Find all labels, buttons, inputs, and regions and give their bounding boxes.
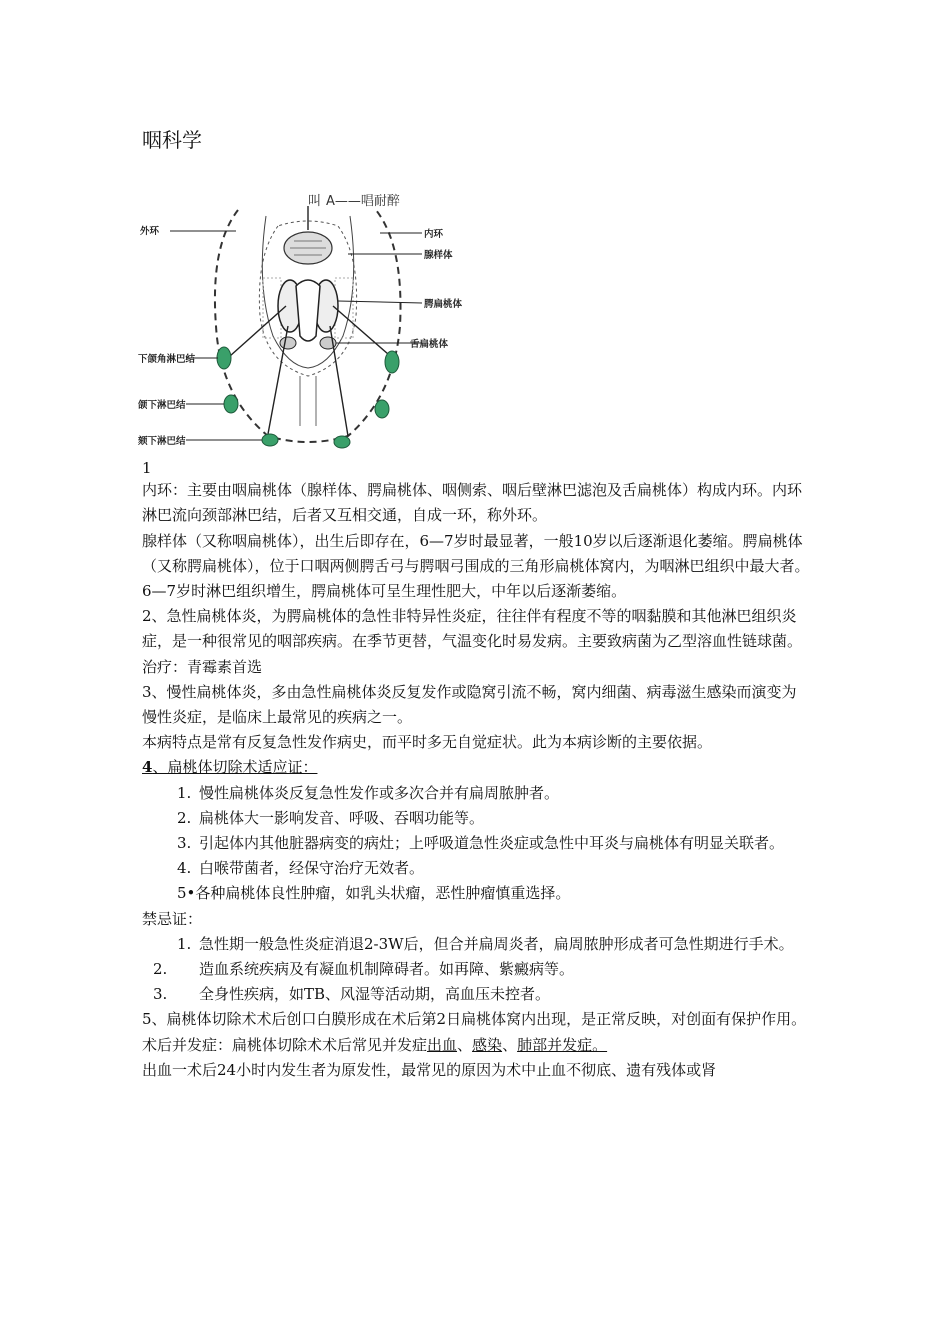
list-item-text: 慢性扁桃体炎反复急性发作或多次合并有扁周脓肿者。 [199,783,560,802]
list-item-num: 2. [177,808,192,827]
list-item [142,831,810,856]
left-submental-node [262,434,278,446]
label-angle-node: 下颌角淋巴结 [138,354,196,365]
right-submandibular-node [375,400,389,418]
list-item-text: 急性期一般急性炎症消退2-3W后，但合并扁周炎者，扁周脓肿形成者可急性期进行手术。 [199,934,794,953]
complication-lung: 肺部并发症。 [517,1035,608,1054]
label-inner-ring: 内环 [424,229,444,240]
list-item-num: 2. [153,960,168,979]
page-title: 咽科学 [142,128,202,152]
complication-infection: 感染 [472,1035,503,1054]
left-angle-node [217,347,231,369]
figure-caption: 1 [142,459,152,477]
list-item-num: 5• [177,884,196,903]
paragraph-white-membrane: 5、扁桃体切除术术后创口白膜形成在术后第2日扁桃体窝内出现，是正常反映，对创面有保护作用。 [142,1010,807,1029]
paragraph-bleeding: 出血一术后24小时内发生者为原发性，最常见的原因为术中止血不彻底、遗有残体或肾 [142,1060,717,1079]
label-submandibular-node: 颌下淋巴结 [138,400,186,411]
label-outer-ring: 外环 [140,226,160,237]
figure-top-label-a: 叫 [308,194,322,209]
complications-prefix: 术后并发症：扁桃体切除术术后常见并发症 [142,1035,428,1054]
list-item-text: 全身性疾病，如TB、风湿等活动期，高血压未控者。 [199,985,551,1004]
list-item [142,982,810,1007]
figure-top-label-b: A——唱耐醉 [326,194,400,209]
paragraph-features: 本病特点是常有反复急性发作病史，而平时多无自觉症状。此为本病诊断的主要依据。 [142,733,713,752]
list-item-text: 各种扁桃体良性肿瘤，如乳头状瘤，恶性肿瘤慎重选择。 [195,884,571,903]
label-adenoid: 腺样体 [424,250,453,261]
list-item-num: 4. [177,859,192,878]
list-item-text: 引起体内其他脏器病变的病灶；上呼吸道急性炎症或急性中耳炎与扁桃体有明显关联者。 [199,834,785,853]
paragraph-complications [142,1033,810,1058]
list-item [142,856,810,881]
paragraph-chronic-tonsillitis: 3、慢性扁桃体炎，多由急性扁桃体炎反复发作或隐窝引流不畅，窝内细菌、病毒滋生感染而演变为慢性炎症，是临床上最常见的疾病之一。 [142,682,797,727]
list-item [142,781,810,806]
complication-bleeding: 出血 [427,1035,458,1054]
left-submandibular-node [224,395,238,413]
list-item-num: 1. [177,783,192,802]
right-submental-node [334,436,350,448]
tongue-shape [296,280,320,341]
label-lingual-tonsil: 舌扁桃体 [410,339,449,350]
indication-heading [142,755,810,780]
complication-separator: 、 [457,1035,473,1054]
lymphatic-ring-diagram [138,186,468,451]
list-item-text: 扁桃体大一影响发音、呼吸、吞咽功能等。 [199,808,485,827]
paragraph-acute-tonsillitis: 2、急性扁桃体炎，为腭扁桃体的急性非特异性炎症，往往伴有程度不等的咽黏膜和其他淋巴组织炎症，是一种很常见的咽部疾病。在季节更替，气温变化时易发病。主要致病菌为乙型溶血性链球菌。 [142,607,803,651]
contraindication-heading: 禁忌证： [142,909,203,928]
list-item [142,806,810,831]
list-item-text: 造血系统疾病及有凝血机制障碍者。如再障、紫癜病等。 [199,960,575,979]
list-item-num: 3. [153,985,168,1004]
list-item-text: 白喉带菌者，经保守治疗无效者。 [199,859,425,878]
list-item-num: 3. [177,834,192,853]
indication-heading-text: 、扁桃体切除术适应证： [152,758,318,777]
paragraph-treatment: 治疗：青霉素首选 [142,657,263,676]
indication-heading-num: 4 [142,758,153,777]
paragraph-inner-ring: 内环：主要由咽扁桃体（腺样体、腭扁桃体、咽侧索、咽后壁淋巴滤泡及舌扁桃体）构成内环。内环淋巴流向颈部淋巴结，后者又互相交通，自成一环，称外环。 [142,481,803,525]
list-item [142,957,810,982]
complication-separator: 、 [502,1035,518,1054]
list-item [142,932,810,957]
paragraph-adenoid: 腺样体（又称咽扁桃体），出生后即存在，6—7岁时最显著，一般10岁以后逐渐退化萎缩。腭扁桃体（又称腭扁桃体），位于口咽两侧腭舌弓与腭咽弓围成的三角形扁桃体窝内，为咽淋巴组织中最大者。6—7岁时淋巴组织增生，腭扁桃体可呈生理性肥大，中年以后逐渐萎缩。 [142,531,810,601]
document-body [142,459,810,1083]
right-angle-node [385,351,399,373]
list-item-num: 1. [177,934,192,953]
list-item [142,881,810,906]
left-lingual-tonsil [280,337,296,349]
label-submental-node: 颏下淋巴结 [138,436,186,447]
label-palatine-tonsil: 腭扁桃体 [424,299,463,310]
